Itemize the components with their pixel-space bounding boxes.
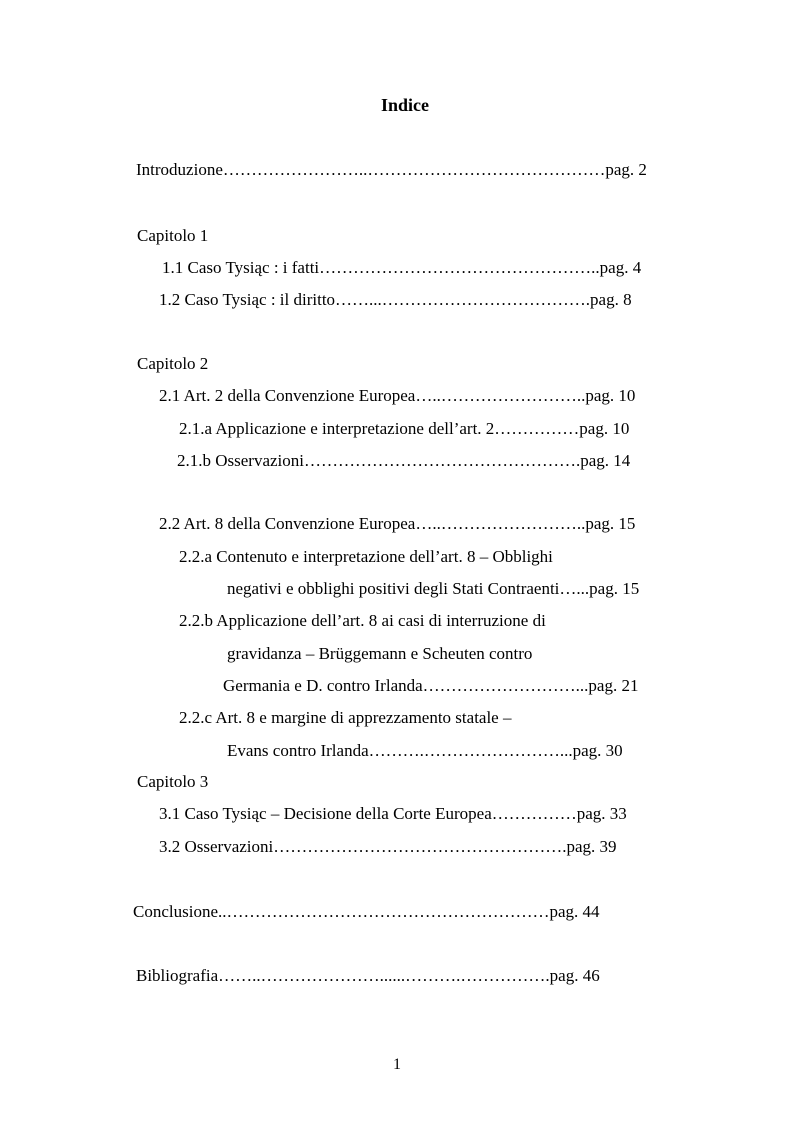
toc-entry-2-2: 2.2 Art. 8 della Convenzione Europea…..……………………..pag. 15	[159, 514, 636, 533]
toc-entry-2-2-c-line1: 2.2.c Art. 8 e margine di apprezzamento statale –	[179, 708, 512, 727]
toc-entry-2-1-a: 2.1.a Applicazione e interpretazione dell’art. 2……………pag. 10	[179, 419, 630, 438]
toc-entry-bibliografia: Bibliografia……..…………………......……….…………….pag. 46	[136, 966, 600, 985]
toc-entry-1-1: 1.1 Caso Tysiąc : i fatti…………………………………………..pag. 4	[162, 258, 642, 277]
toc-entry-conclusione: Conclusione..…………………………………………………pag. 44	[133, 902, 600, 921]
toc-entry-2-2-a-line2: negativi e obblighi positivi degli Stati Contraenti…...pag. 15	[227, 579, 640, 598]
page-title: Indice	[380, 95, 429, 115]
toc-entry-2-2-b-line3: Germania e D. contro Irlanda………………………...pag. 21	[223, 676, 639, 695]
page-number: 1	[393, 1056, 401, 1073]
toc-entry-2-2-b-line1: 2.2.b Applicazione dell’art. 8 ai casi di interruzione di	[179, 611, 546, 630]
toc-entry-introduzione: Introduzione……………………..……………………………………pag. 2	[136, 160, 647, 179]
toc-entry-3-2: 3.2 Osservazioni…………………………………………….pag. 39	[159, 837, 617, 856]
toc-entry-2-1: 2.1 Art. 2 della Convenzione Europea…..……………………..pag. 10	[159, 386, 636, 405]
toc-chapter-1: Capitolo 1	[137, 226, 209, 245]
toc-entry-2-2-b-line2: gravidanza – Brüggemann e Scheuten contro	[227, 644, 533, 663]
toc-entry-1-2: 1.2 Caso Tysiąc : il diritto……...……………………………….pag. 8	[159, 290, 632, 309]
toc-chapter-3: Capitolo 3	[137, 772, 209, 791]
toc-entry-3-1: 3.1 Caso Tysiąc – Decisione della Corte Europea……………pag. 33	[159, 804, 627, 823]
toc-entry-2-1-b: 2.1.b Osservazioni………………………………………….pag. 14	[177, 451, 631, 470]
toc-entry-2-2-c-line2: Evans contro Irlanda……….……………………...pag. 30	[227, 741, 623, 760]
toc-entry-2-2-a-line1: 2.2.a Contenuto e interpretazione dell’art. 8 – Obblighi	[179, 547, 553, 566]
toc-chapter-2: Capitolo 2	[137, 354, 209, 373]
